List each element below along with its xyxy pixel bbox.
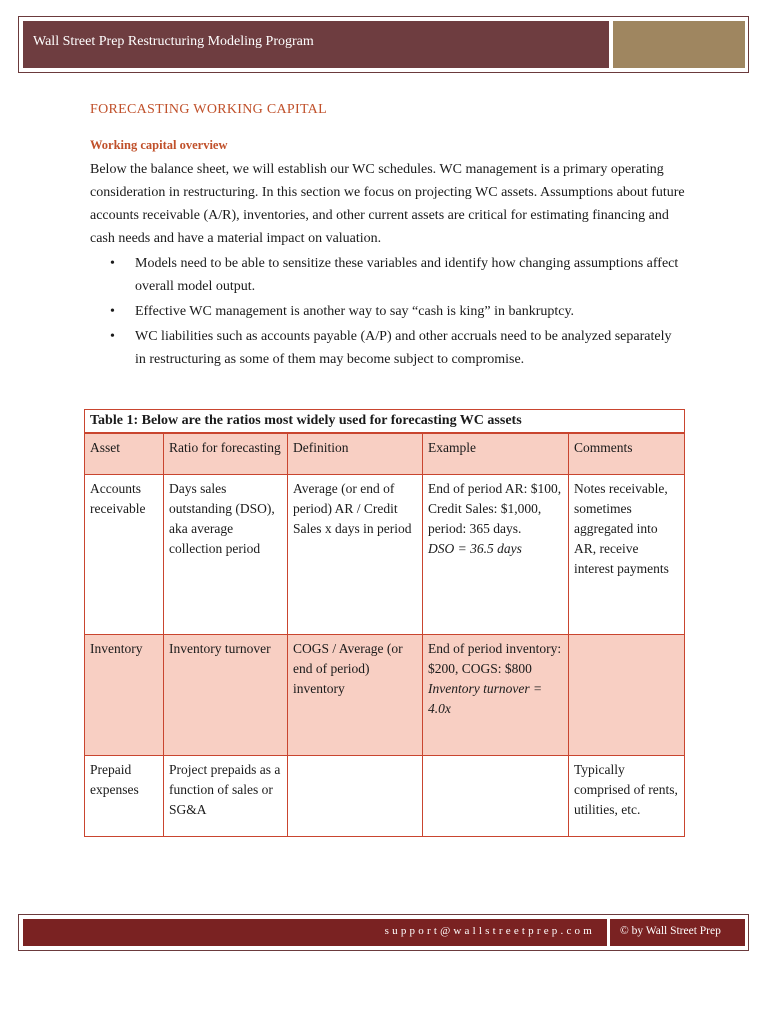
cell-comments: [569, 635, 685, 756]
header-ratio: Ratio for forecasting: [164, 433, 288, 475]
cell-ratio: Project prepaids as a function of sales or SG&A: [164, 756, 288, 837]
header-accent: [613, 21, 745, 68]
cell-asset: Inventory: [85, 635, 164, 756]
bullet-item: • Models need to be able to sensitize these variables and identify how changing assumptions affect overall model output.: [90, 252, 685, 298]
example-formula: Inventory turnover = 4.0x: [428, 681, 543, 716]
bullet-list: [90, 252, 685, 373]
header-comments: Comments: [569, 433, 685, 475]
cell-ratio: Days sales outstanding (DSO), aka average collection period: [164, 475, 288, 635]
cell-asset: Prepaid expenses: [85, 756, 164, 837]
header-bar: [23, 21, 609, 68]
example-text: End of period AR: $100, Credit Sales: $1,000, period: 365 days.: [428, 481, 562, 536]
cell-example: [423, 475, 569, 635]
header-asset: Asset: [85, 433, 164, 475]
cell-asset: Accounts receivable: [85, 475, 164, 635]
cell-example: [423, 635, 569, 756]
table-header-row: [85, 433, 685, 475]
ratios-table: [84, 409, 685, 837]
section-title: FORECASTING WORKING CAPITAL: [90, 102, 327, 117]
table-row: [85, 475, 685, 635]
bullet-item: • Effective WC management is another way to say “cash is king” in bankruptcy.: [90, 300, 685, 323]
cell-definition: COGS / Average (or end of period) inventory: [288, 635, 423, 756]
bullet-item: • WC liabilities such as accounts payable (A/P) and other accruals need to be analyzed separately in restructuring as some of them may become subject to compromise.: [90, 325, 685, 371]
ratios-table-wrapper: [84, 409, 685, 837]
table-row: [85, 635, 685, 756]
table-row: [85, 756, 685, 837]
cell-definition: [288, 756, 423, 837]
footer-copyright: © by Wall Street Prep: [620, 925, 721, 937]
footer-bar: [23, 919, 607, 946]
section-subtitle: Working capital overview: [90, 138, 228, 152]
example-text: End of period inventory: $200, COGS: $800: [428, 641, 562, 676]
footer-email[interactable]: support@wallstreetprep.com: [384, 925, 595, 937]
overview-paragraph: Below the balance sheet, we will establish our WC schedules. WC management is a primary operating consideration in restructuring. In this section we focus on projecting WC assets. Assumptions about future accounts receivable (A/R), inventories, and other current assets are critical for estimating financing and cash needs and have a material impact on valuation.: [90, 162, 685, 246]
header-title: Wall Street Prep Restructuring Modeling Program: [33, 34, 314, 49]
cell-definition: Average (or end of period) AR / Credit Sales x days in period: [288, 475, 423, 635]
table-caption-row: [85, 410, 685, 434]
cell-comments: Notes receivable, sometimes aggregated into AR, receive interest payments: [569, 475, 685, 635]
cell-example: [423, 756, 569, 837]
header-definition: Definition: [288, 433, 423, 475]
table-caption: Table 1: Below are the ratios most widely used for forecasting WC assets: [85, 410, 685, 434]
example-formula: DSO = 36.5 days: [428, 541, 522, 556]
header-example: Example: [423, 433, 569, 475]
footer-copyright-box: [610, 919, 745, 946]
cell-comments: Typically comprised of rents, utilities, etc.: [569, 756, 685, 837]
cell-ratio: Inventory turnover: [164, 635, 288, 756]
